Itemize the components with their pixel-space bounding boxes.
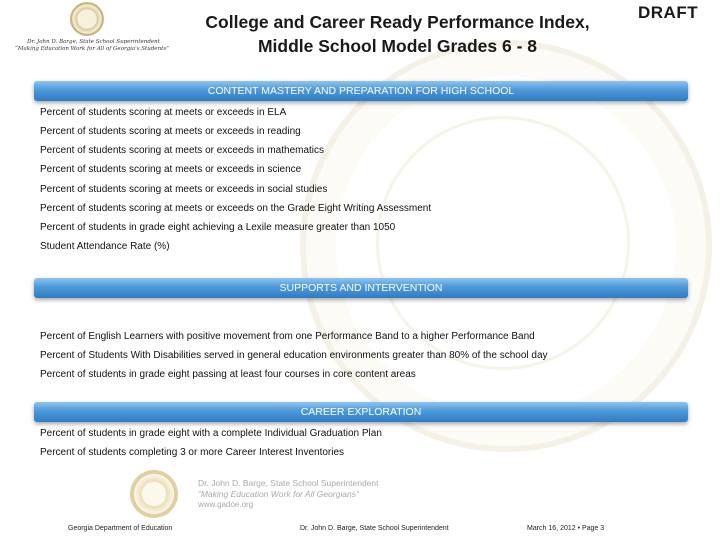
indicator-item: Percent of students scoring at meets or exceeds in reading xyxy=(40,126,301,137)
state-seal-icon xyxy=(70,2,104,36)
section-heading-career-exploration: CAREER EXPLORATION xyxy=(34,402,688,422)
title-line-1: College and Career Ready Performance Index, xyxy=(205,12,590,32)
footer-organization: Georgia Department of Education xyxy=(68,525,173,532)
indicator-item: Percent of students scoring at meets or exceeds in social studies xyxy=(40,184,328,195)
draft-label: DRAFT xyxy=(638,3,699,22)
indicator-item: Percent of students in grade eight with a complete Individual Graduation Plan xyxy=(40,428,382,439)
footer-logo-url: www.gadoe.org xyxy=(198,500,254,509)
header-logo-block xyxy=(0,0,180,60)
indicator-item: Percent of students scoring at meets or exceeds in mathematics xyxy=(40,145,325,156)
indicator-item: Percent of students scoring at meets or exceeds on the Grade Eight Writing Assessment xyxy=(40,203,432,214)
department-seal-icon xyxy=(130,470,178,518)
title-line-2: Middle School Model Grades 6 - 8 xyxy=(257,36,538,56)
footer-logo xyxy=(130,470,379,520)
indicator-item: Percent of students in grade eight achieving a Lexile measure greater than 1050 xyxy=(40,222,396,233)
indicator-item: Student Attendance Rate (%) xyxy=(40,241,170,252)
footer-superintendent: Dr. John D. Barge, State School Superintendent xyxy=(300,525,449,532)
footer-logo-motto: “Making Education Work for All Georgians” xyxy=(198,489,359,499)
footer-logo-name: Dr. John D. Barge, State School Superintendent xyxy=(198,478,379,488)
indicator-item: Percent of English Learners with positive movement from one Performance Band to a higher Performance Band xyxy=(40,331,535,342)
header-motto: “Making Education Work for All of Georgia's Students” xyxy=(15,46,169,52)
superintendent-name: Dr. John D. Barge, State School Superintendent xyxy=(27,39,160,45)
indicator-item: Percent of students in grade eight passing at least four courses in core content areas xyxy=(40,369,416,380)
page-title xyxy=(195,10,600,58)
section-heading-supports-intervention: SUPPORTS AND INTERVENTION xyxy=(34,278,688,298)
indicator-item: Percent of Students With Disabilities served in general education environments greater than 80% of the school day xyxy=(40,350,548,361)
section-heading-content-mastery: CONTENT MASTERY AND PREPARATION FOR HIGH SCHOOL xyxy=(34,81,688,101)
indicator-item: Percent of students scoring at meets or exceeds in ELA xyxy=(40,107,287,118)
department-seal-watermark xyxy=(300,40,712,452)
indicator-item: Percent of students completing 3 or more Career Interest Inventories xyxy=(40,447,345,458)
indicator-item: Percent of students scoring at meets or exceeds in science xyxy=(40,164,302,175)
footer-date-page: March 16, 2012 • Page 3 xyxy=(527,525,605,532)
